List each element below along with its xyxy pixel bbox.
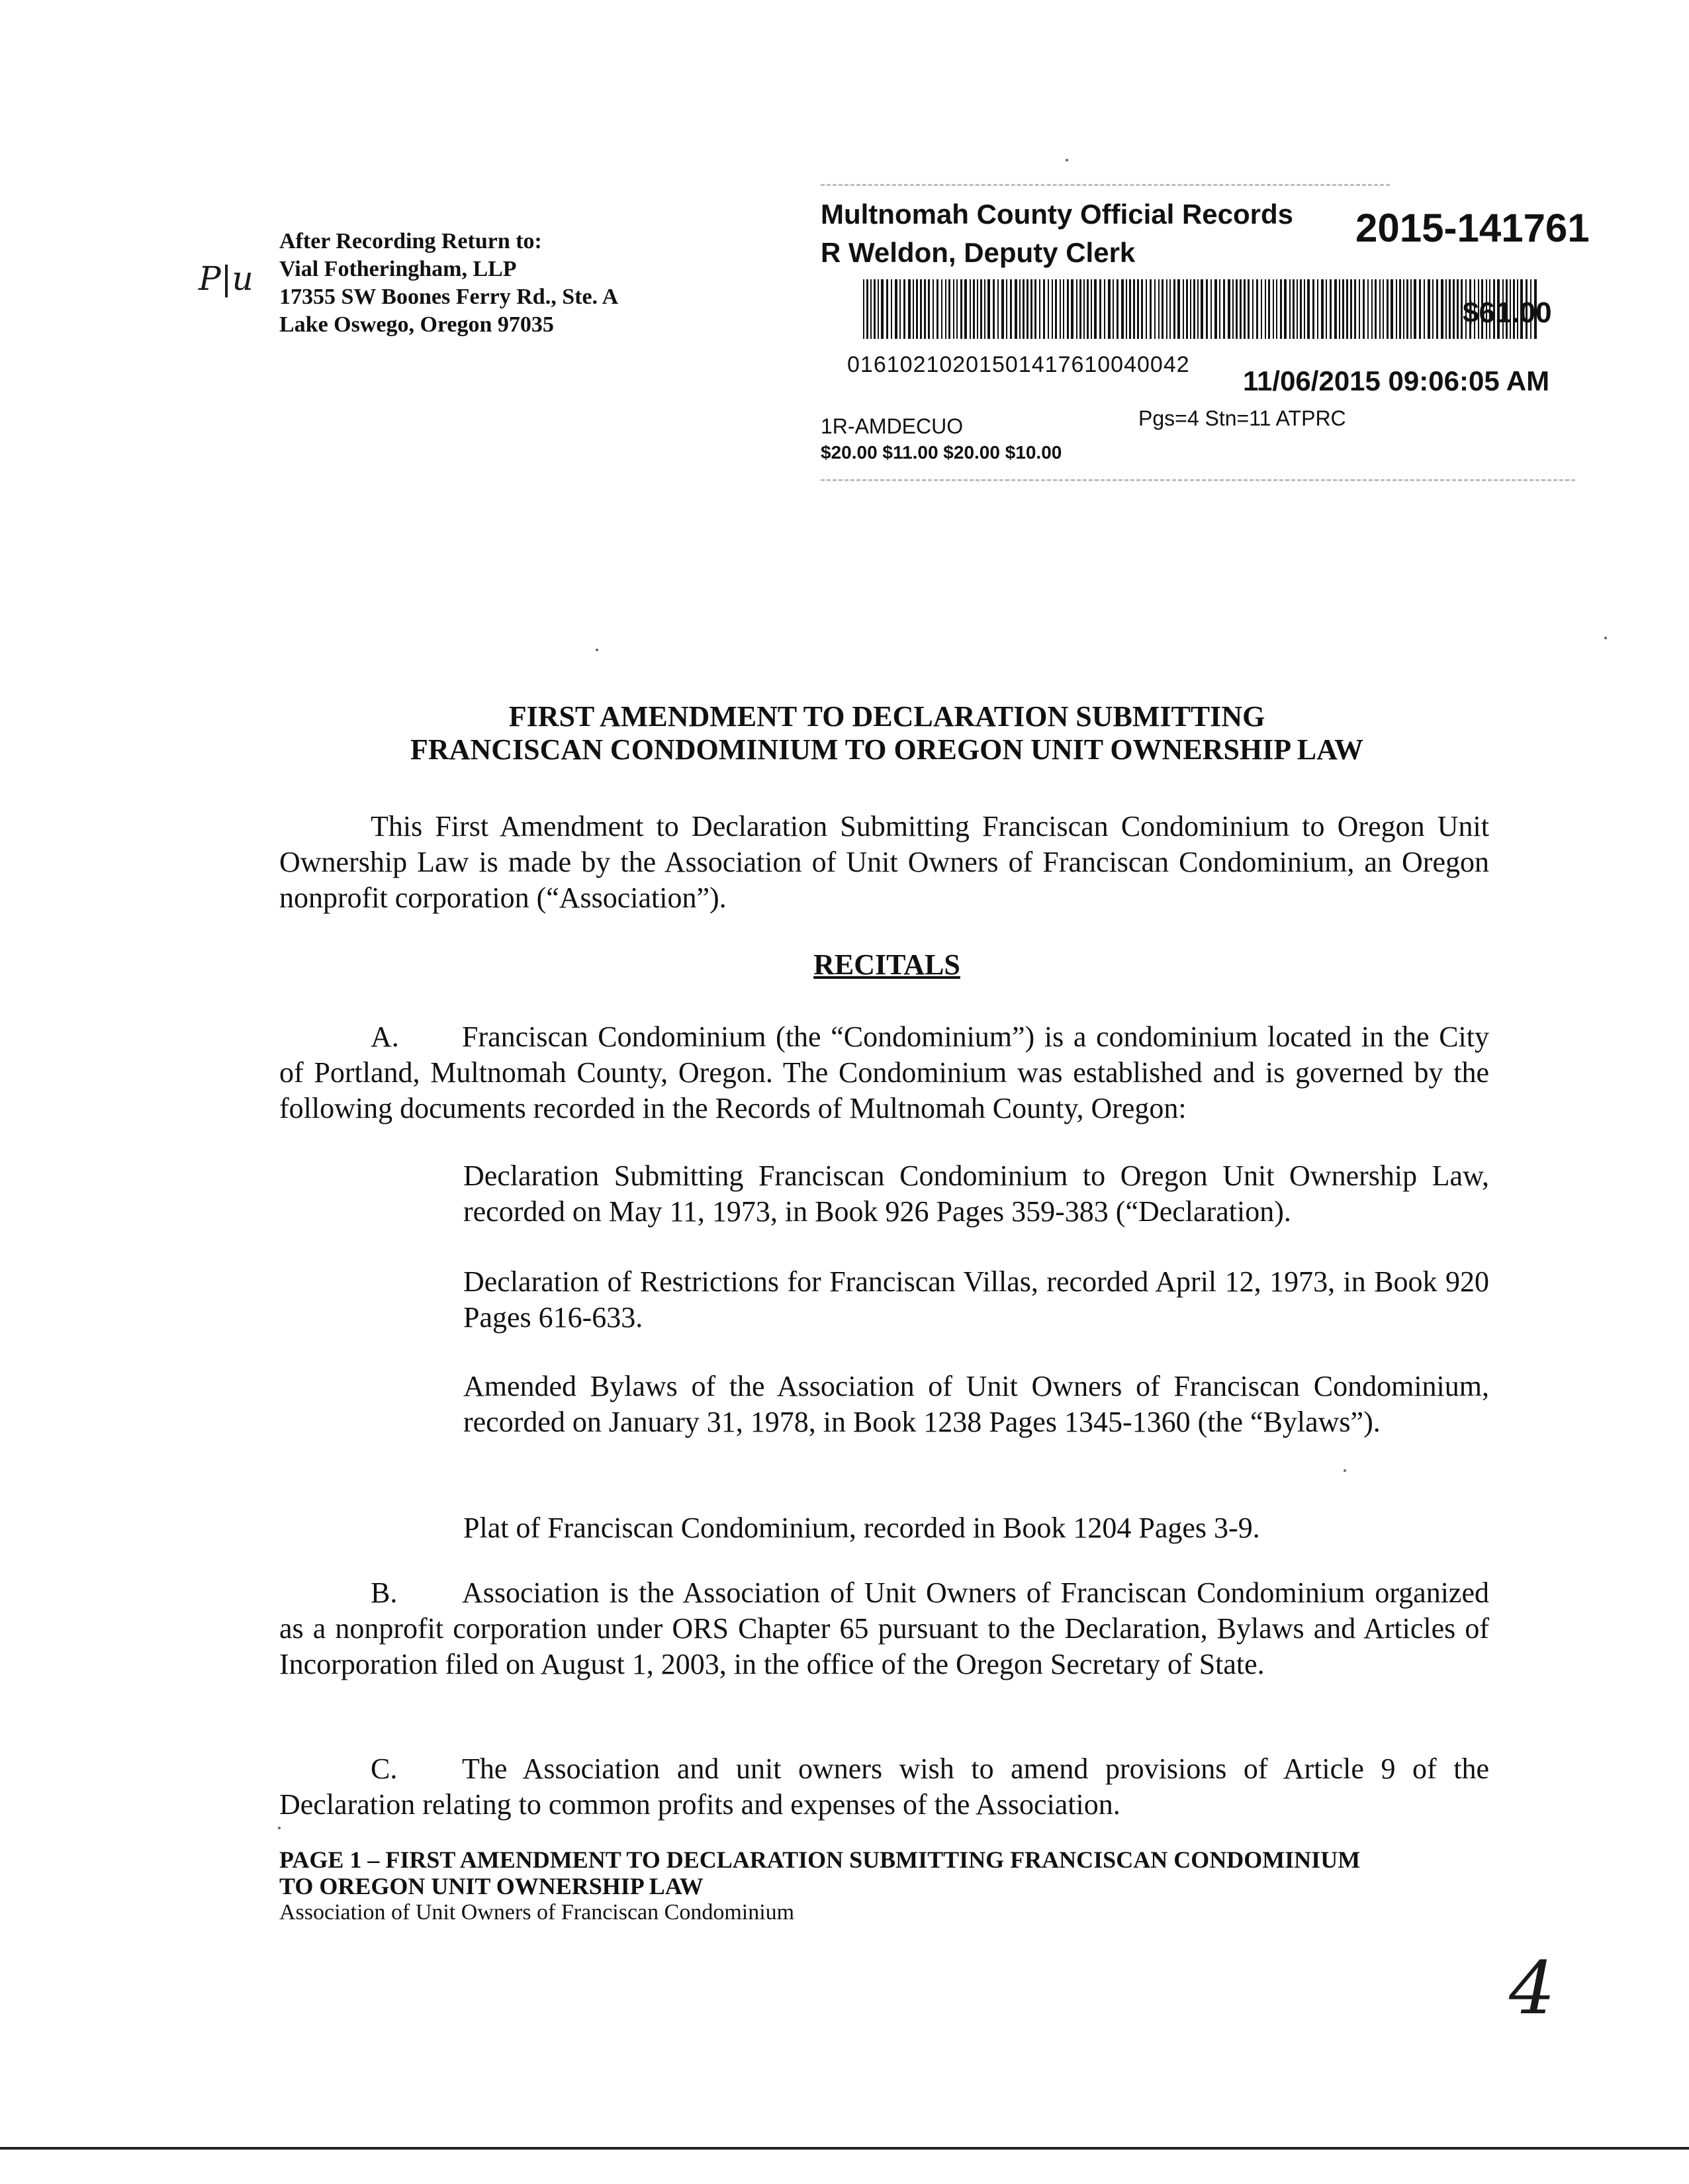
- scan-speck: [1604, 637, 1607, 639]
- recital-letter: A.: [371, 1021, 399, 1053]
- scan-speck: [278, 1827, 281, 1829]
- handwritten-initials: P|u: [199, 259, 253, 298]
- recital-c: [279, 1751, 1489, 1823]
- bottom-scan-rule: [0, 2147, 1689, 2150]
- recital-text: Franciscan Condominium (the “Condominium”) is a condominium located in the City of Portland, Multnomah County, Oregon. The Condominium was established and is governed by the following documents recorded in the Records of Multnomah County, Oregon:: [279, 1021, 1489, 1124]
- recorded-document-item: Amended Bylaws of the Association of Unit Owners of Franciscan Condominium, recorded on January 31, 1978, in Book 1238 Pages 1345-1360 (the “Bylaws”).: [463, 1370, 1489, 1438]
- page-footer: [279, 1846, 1537, 1926]
- return-address-line: Vial Fotheringham, LLP: [279, 257, 517, 281]
- recital-text: Association is the Association of Unit Owners of Franciscan Condominium organized as a nonprofit corporation under ORS Chapter 65 pursuant to the Declaration, Bylaws and Articles of Incorporation filed on August 1, 2003, in the office of the Oregon Secretary of State.: [279, 1576, 1489, 1680]
- stamp-bottom-dashes: [821, 479, 1575, 481]
- stamp-pages-station: Pgs=4 Stn=11 ATPRC: [1138, 406, 1346, 430]
- stamp-datetime: 11/06/2015 09:06:05 AM: [1243, 365, 1550, 396]
- stamp-code: 1R-AMDECUO: [821, 414, 964, 438]
- return-address-block: [279, 228, 743, 339]
- footer-line: PAGE 1 – FIRST AMENDMENT TO DECLARATION SUBMITTING FRANCISCAN CONDOMINIUM: [279, 1846, 1361, 1873]
- recorded-document-item: Declaration Submitting Franciscan Condominium to Oregon Unit Ownership Law, recorded on May 11, 1973, in Book 926 Pages 359-383 (“Declaration).: [463, 1160, 1489, 1228]
- recorded-document-item: Declaration of Restrictions for Franciscan Villas, recorded April 12, 1973, in Book 920 Pages 616-633.: [463, 1265, 1489, 1334]
- return-address-line: 17355 SW Boones Ferry Rd., Ste. A: [279, 285, 619, 309]
- return-address-line: Lake Oswego, Oregon 97035: [279, 312, 554, 337]
- scan-speck: [1066, 159, 1068, 161]
- footer-line: Association of Unit Owners of Franciscan Condominium: [279, 1900, 795, 1925]
- stamp-total-fee: $61.00: [1463, 296, 1552, 329]
- stamp-barcode-number: 01610210201501417610040042: [847, 352, 1190, 377]
- recital-letter: C.: [371, 1752, 398, 1785]
- handwritten-page-number: 4: [1509, 1946, 1555, 2030]
- scan-speck: [1344, 1469, 1346, 1472]
- recording-stamp: [821, 199, 1590, 490]
- stamp-clerk: R Weldon, Deputy Clerk: [821, 237, 1136, 268]
- recital-b: [279, 1575, 1489, 1682]
- scan-speck: [596, 649, 598, 651]
- stamp-county: Multnomah County Official Records: [821, 199, 1294, 230]
- recorded-document-item: Plat of Franciscan Condominium, recorded in Book 1204 Pages 3-9.: [463, 1512, 1260, 1544]
- barcode-graphic: [863, 279, 1538, 339]
- document-title: [199, 700, 1575, 766]
- recital-text: The Association and unit owners wish to amend provisions of Article 9 of the Declaration relating to common profits and expenses of the Association.: [279, 1752, 1489, 1821]
- recitals-heading: RECITALS: [813, 948, 960, 981]
- recital-a: [279, 1019, 1489, 1126]
- stamp-fee-breakdown: $20.00 $11.00 $20.00 $10.00: [821, 442, 1062, 463]
- return-address-heading: After Recording Return to:: [279, 229, 542, 253]
- intro-paragraph: This First Amendment to Declaration Submitting Franciscan Condominium to Oregon Unit Ownership Law is made by the Association of Unit Owners of Franciscan Condominium, an Oregon nonprofit corporation (“Association”).: [279, 810, 1489, 914]
- recital-letter: B.: [371, 1576, 398, 1609]
- title-line: FRANCISCAN CONDOMINIUM TO OREGON UNIT OWNERSHIP LAW: [410, 733, 1363, 766]
- title-line: FIRST AMENDMENT TO DECLARATION SUBMITTING: [508, 700, 1265, 733]
- stamp-document-number: 2015-141761: [1355, 206, 1590, 250]
- footer-line: TO OREGON UNIT OWNERSHIP LAW: [279, 1873, 704, 1899]
- stamp-top-dashes: [821, 184, 1390, 186]
